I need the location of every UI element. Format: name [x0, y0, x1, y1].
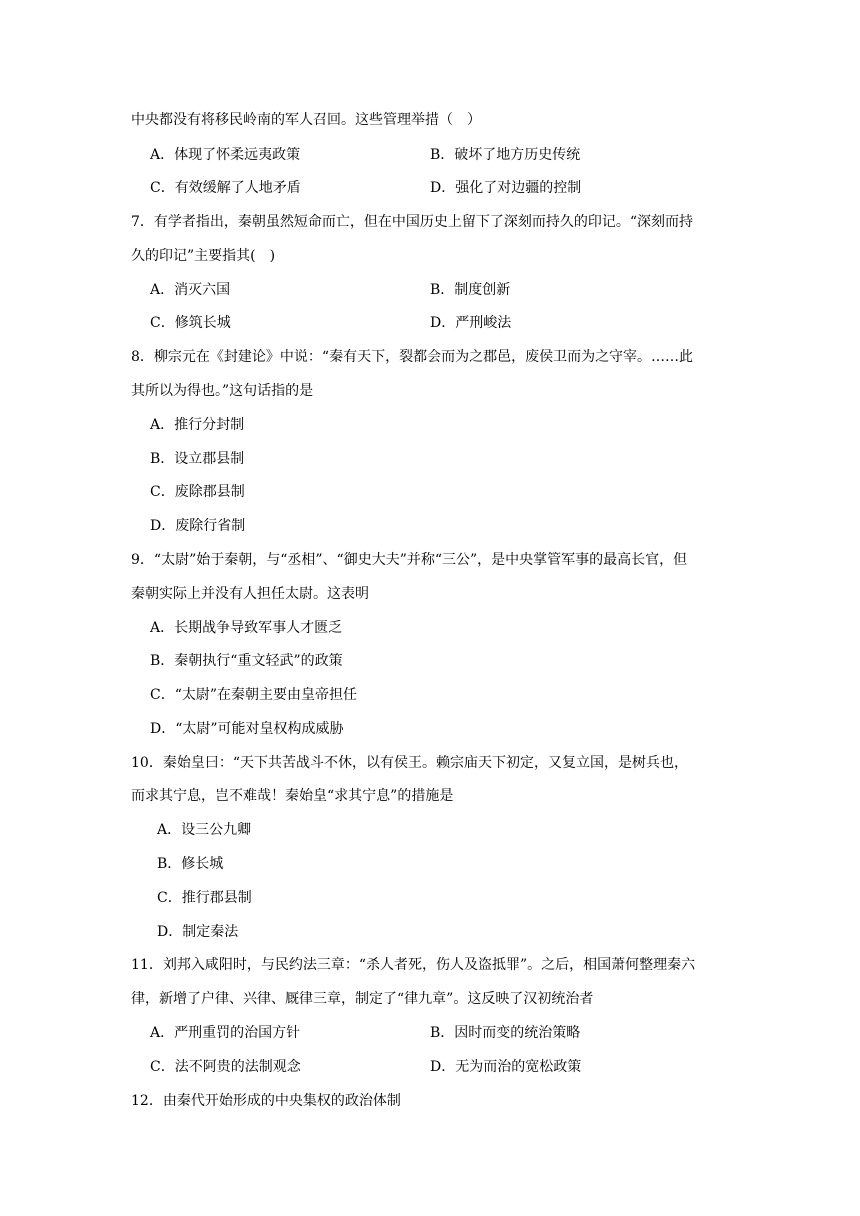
q6-option-d[interactable]: D．强化了对边疆的控制: [430, 180, 582, 196]
q8-stem-line-1: 8．柳宗元在《封建论》中说：“秦有天下，裂都会而为之郡邑，废侯卫而为之守宰。……此: [131, 349, 694, 365]
q8-option-a[interactable]: A．推行分封制: [150, 417, 245, 433]
q8-option-b[interactable]: B．设立郡县制: [150, 451, 245, 467]
q10-option-d[interactable]: D．制定秦法: [157, 924, 239, 940]
q11-stem-line-1: 11．刘邦入咸阳时，与民约法三章：“杀人者死，伤人及盗抵罪”。之后，相国萧何整理秦六: [131, 957, 696, 973]
q10-stem-line-1: 10．秦始皇曰：“天下共苦战斗不休，以有侯王。赖宗庙天下初定，又复立国，是树兵也，: [131, 755, 688, 771]
q9-stem-line-2: 秦朝实际上并没有人担任太尉。这表明: [131, 586, 369, 602]
q11-option-d[interactable]: D．无为而治的宽松政策: [430, 1059, 582, 1075]
q7-option-d[interactable]: D．严刑峻法: [430, 315, 512, 331]
q9-stem-line-1: 9．“太尉”始于秦朝，与“丞相”、“御史大夫”并称“三公”，是中央掌管军事的最高长官，但: [131, 552, 688, 568]
q7-option-c[interactable]: C．修筑长城: [150, 315, 231, 331]
q9-option-c[interactable]: C．“太尉”在秦朝主要由皇帝担任: [150, 687, 358, 703]
q9-option-d[interactable]: D．“太尉”可能对皇权构成威胁: [150, 721, 344, 737]
q7-option-b[interactable]: B．制度创新: [430, 282, 511, 298]
q10-option-a[interactable]: A．设三公九卿: [157, 822, 252, 838]
q11-option-a[interactable]: A．严刑重罚的治国方针: [150, 1025, 301, 1041]
q11-option-c[interactable]: C．法不阿贵的法制观念: [150, 1059, 301, 1075]
q6-stem-line: 中央都没有将移民岭南的军人召回。这些管理举措（ ）: [131, 112, 481, 128]
q7-stem-line-2: 久的印记”主要指其( ): [131, 248, 276, 264]
q8-stem-line-2: 其所以为得也。”这句话指的是: [131, 383, 314, 399]
q7-option-a[interactable]: A．消灭六国: [150, 282, 231, 298]
q6-option-a[interactable]: A．体现了怀柔远夷政策: [150, 147, 301, 163]
q11-option-b[interactable]: B．因时而变的统治策略: [430, 1025, 581, 1041]
q8-option-d[interactable]: D．废除行省制: [150, 518, 246, 534]
q9-option-a[interactable]: A．长期战争导致军事人才匮乏: [150, 620, 343, 636]
q6-option-c[interactable]: C．有效缓解了人地矛盾: [150, 180, 301, 196]
q6-option-b[interactable]: B．破坏了地方历史传统: [430, 147, 581, 163]
q10-option-b[interactable]: B．修长城: [157, 856, 224, 872]
q7-stem-line-1: 7．有学者指出，秦朝虽然短命而亡，但在中国历史上留下了深刻而持久的印记。“深刻而持: [131, 214, 694, 230]
q12-stem-line: 12．由秦代开始形成的中央集权的政治体制: [131, 1093, 401, 1109]
q9-option-b[interactable]: B．秦朝执行“重文轻武”的政策: [150, 653, 343, 669]
q11-stem-line-2: 律，新增了户律、兴律、厩律三章，制定了“律九章”。这反映了汉初统治者: [131, 991, 594, 1007]
q10-option-c[interactable]: C．推行郡县制: [157, 890, 252, 906]
q10-stem-line-2: 而求其宁息，岂不难哉！秦始皇“求其宁息”的措施是: [131, 788, 454, 804]
q8-option-c[interactable]: C．废除郡县制: [150, 484, 245, 500]
